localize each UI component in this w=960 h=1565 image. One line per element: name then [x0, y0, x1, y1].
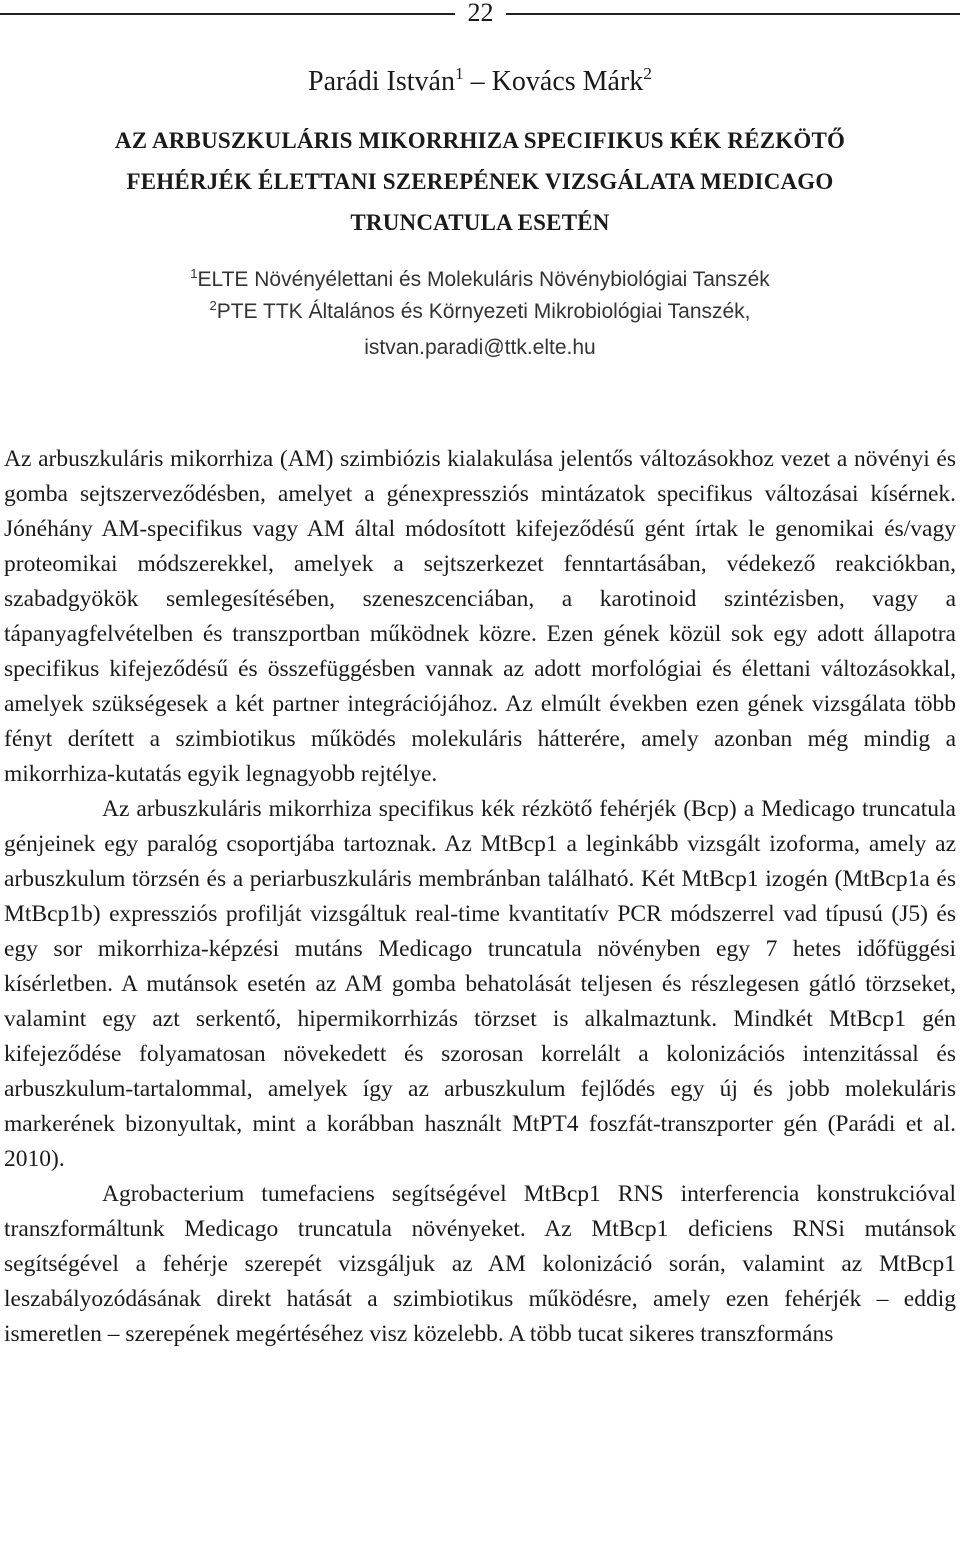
header-rule-left	[0, 13, 455, 15]
affiliation-1-text: ELTE Növényélettani és Molekuláris Növénybiológiai Tanszék	[197, 268, 770, 291]
affiliation-2	[0, 296, 960, 328]
paragraph-2: Az arbuszkuláris mikorrhiza specifikus kék rézkötő fehérjék (Bcp) a Medicago truncatula génjeinek egy paralóg csoportjába tartoznak. Az MtBcp1 a leginkább vizsgált izoforma, amely az arbuszkulum törzsén és a periarbuszkuláris membránban található. Két MtBcp1 izogén (MtBcp1a és MtBcp1b) expressziós profilját vizsgáltuk real-time kvantitatív PCR módszerrel vad típusú (J5) és egy sor mikorrhiza-képzési mutáns Medicago truncatula növényben egy 7 hetes időfüggési kísérletben. A mutánsok esetén az AM gomba behatolását teljesen és részlegesen gátló törzseket, valamint egy azt serkentő, hipermikorrhizás törzset is alkalmaztunk. Mindkét MtBcp1 gén kifejeződése folyamatosan növekedett és szorosan korrelált a kolonizációs intenzitással és arbuszkulum-tartalommal, amelyek így az arbuszkulum fejlődés egy új és jobb molekuláris markerének bizonyultak, mint a korábban használt MtPT4 foszfát-transzporter gén (Parádi et al. 2010).	[4, 796, 956, 1172]
affiliation-2-marker: 2	[209, 297, 217, 313]
author-1-affiliation-marker: 1	[454, 63, 464, 83]
author-2: Kovács Márk	[491, 66, 644, 97]
author-2-affiliation-marker: 2	[643, 63, 652, 83]
article-title	[40, 120, 920, 243]
paragraph-3: Agrobacterium tumefaciens segítségével MtBcp1 RNS interferencia konstrukcióval transzformáltunk Medicago truncatula növényeket. Az MtBcp1 deficiens RNSi mutánsok segítségével a fehérje szerepét vizsgáljuk az AM kolonizáció során, valamint az MtBcp1 leszabályozódásának direkt hatását a szimbiotikus működésre, amely ezen fehérjék – eddig ismeretlen – szerepének megértéséhez visz közelebb. A több tucat sikeres transzformáns	[4, 1181, 956, 1347]
title-line-2: FEHÉRJÉK ÉLETTANI SZEREPÉNEK VIZSGÁLATA MEDICAGO	[126, 169, 834, 194]
header-rule-right	[506, 13, 960, 15]
affiliation-1	[0, 264, 960, 296]
title-line-1: AZ ARBUSZKULÁRIS MIKORRHIZA SPECIFIKUS KÉK RÉZKÖTŐ	[114, 128, 846, 153]
authors-line	[0, 62, 960, 102]
affiliation-1-marker: 1	[190, 265, 198, 281]
title-line-3: TRUNCATULA ESETÉN	[350, 210, 610, 235]
contact-email: istvan.paradi@ttk.elte.hu	[364, 336, 596, 359]
page-header	[0, 0, 960, 36]
paragraph-1: Az arbuszkuláris mikorrhiza (AM) szimbiózis kialakulása jelentős változásokhoz vezet a növényi és gomba sejtszerveződésben, amelyet a génexpressziós mintázatok specifikus változásai kísérnek. Jónéhány AM-specifikus vagy AM által módosított kifejeződésű gént írtak le genomikai és/vagy proteomikai módszerekkel, amelyek a sejtszerkezet fenntartásában, védekező reakciókban, szabadgyökök semlegesítésében, szeneszcenciában, a karotinoid szintézisben, vagy a tápanyagfelvételben és transzportban működnek közre. Ezen gének közül sok egy adott állapotra specifikus kifejeződésű és összefüggésben vannak az adott morfológiai és élettani változásokkal, amelyek szükségesek a két partner integrációjához. Az elmúlt években ezen gének vizsgálata több fényt derített a szimbiotikus működés molekuláris hátterére, amely azonban még mindig a mikorrhiza-kutatás egyik legnagyobb rejtélye.	[4, 446, 956, 787]
affiliation-2-text: PTE TTK Általános és Környezeti Mikrobiológiai Tanszék,	[216, 300, 751, 323]
author-1: Parádi István	[308, 66, 455, 97]
page-number: 22	[467, 0, 494, 27]
abstract-body	[4, 442, 956, 1352]
author-separator: –	[463, 66, 492, 97]
